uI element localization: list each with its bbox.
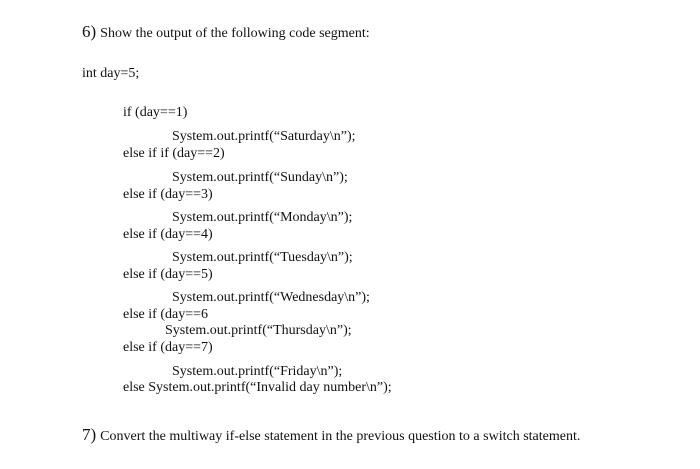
code-line: else if (day==5) [123, 267, 213, 282]
code-declaration: int day=5; [82, 66, 140, 81]
code-line: System.out.printf(“Saturday\n”); [172, 129, 356, 144]
code-line: System.out.printf(“Thursday\n”); [165, 323, 352, 338]
question-6-heading [82, 22, 370, 42]
code-line: System.out.printf(“Sunday\n”); [172, 170, 348, 185]
question-7-heading [82, 425, 580, 445]
question-6-number: 6) [82, 22, 97, 41]
question-6-text: Show the output of the following code segment: [100, 26, 370, 41]
code-line: System.out.printf(“Friday\n”); [172, 364, 343, 379]
code-line: if (day==1) [123, 105, 188, 120]
code-line: else if (day==6 [123, 307, 208, 322]
code-line: else if (day==3) [123, 187, 213, 202]
code-line: System.out.printf(“Wednesday\n”); [172, 290, 370, 305]
question-7-text: Convert the multiway if-else statement in the previous question to a switch statement. [100, 429, 581, 444]
code-line: else if (day==7) [123, 340, 213, 355]
code-line: else if (day==4) [123, 227, 213, 242]
code-line: else if if (day==2) [123, 146, 225, 161]
code-line: else System.out.printf(“Invalid day number\n”); [123, 380, 392, 395]
code-line: System.out.printf(“Tuesday\n”); [172, 250, 353, 265]
code-line: System.out.printf(“Monday\n”); [172, 210, 353, 225]
question-7-number: 7) [82, 425, 97, 444]
